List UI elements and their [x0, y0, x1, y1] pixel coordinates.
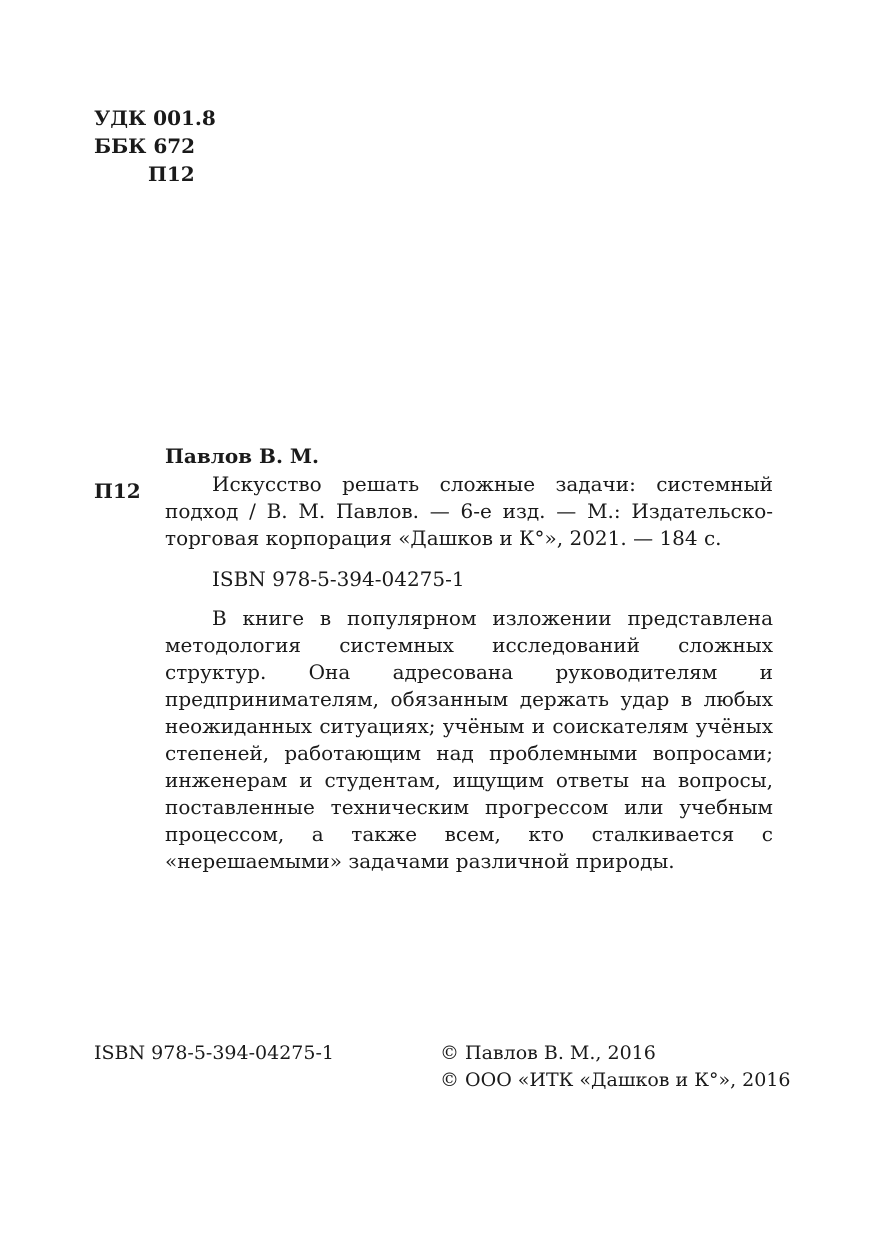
bibliographic-description: Искусство решать сложные задачи: системный подход / В. М. Павлов. — 6-е изд. — М.: Издательско-торговая корпорация «Дашков и К°», 2021. — 184 с. — [165, 472, 773, 550]
author-heading: Павлов В. М. — [165, 444, 319, 468]
author-mark: П12 — [148, 162, 195, 186]
udk-code: УДК 001.8 — [94, 106, 216, 130]
margin-author-mark: П12 — [94, 479, 141, 503]
bbk-code: ББК 672 — [94, 134, 196, 158]
copyright-publisher: © ООО «ИТК «Дашков и К°», 2016 — [440, 1069, 791, 1091]
entry-isbn: ISBN 978-5-394-04275-1 — [212, 567, 465, 591]
footer-isbn: ISBN 978-5-394-04275-1 — [94, 1042, 334, 1064]
annotation: В книге в популярном изложении представлена методология системных исследований сложных структур. Она адресована руководителям и предпринимателям, обязанным держать удар в любых неожиданных ситуациях; учёным и соискателям учёных степеней, работающим над проблемными вопросами; инженерам и студентам, ищущим ответы на вопросы, поставленные техническим прогрессом или учебным процессом, а также всем, кто сталкивается с «нерешаемыми» задачами различной природы. — [165, 606, 773, 873]
copyright-block — [440, 1040, 791, 1094]
copyright-author: © Павлов В. М., 2016 — [440, 1042, 656, 1064]
classification-codes — [94, 104, 216, 188]
